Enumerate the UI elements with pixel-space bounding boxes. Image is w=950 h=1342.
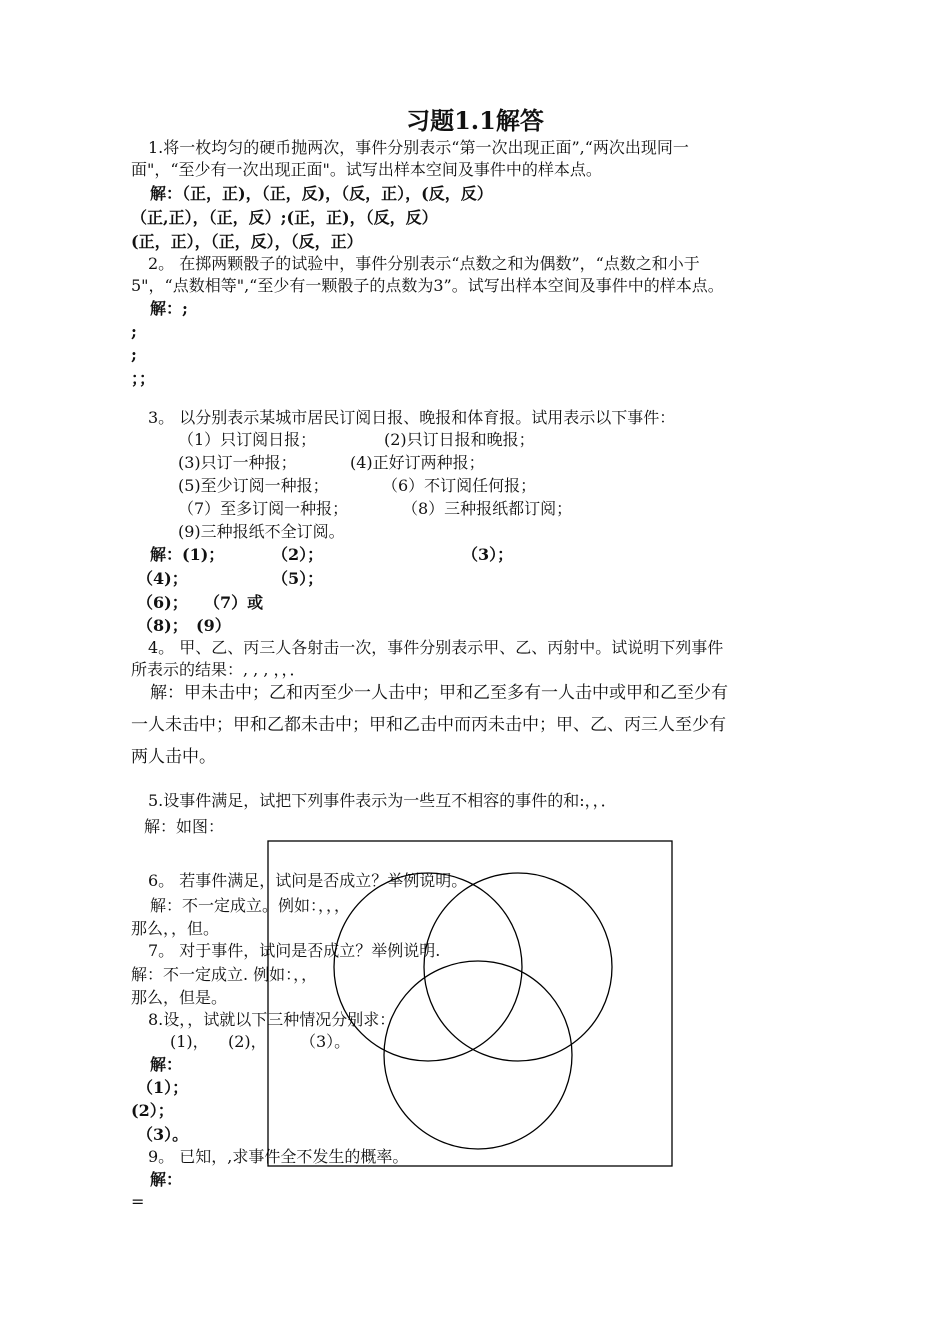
answer-3-part-5: （5）； xyxy=(272,569,324,588)
answer-3-part-2: （2）； xyxy=(272,545,324,564)
answer-1-line-1: 解：（正，正)，（正，反)，（反，正），(反，反） xyxy=(150,184,493,203)
answer-3-part-8: （8)； xyxy=(137,616,188,635)
answer-2-line-1: 解：; xyxy=(150,299,188,318)
answer-8-part-3: （3）。 xyxy=(137,1125,189,1144)
problem-2-line-2: 5"，“点数相等",“至少有一颗骰子的点数为3”。试写出样本空间及事件中的样本点。 xyxy=(131,276,724,295)
answer-2-line-4: ；； xyxy=(131,369,156,388)
answer-4-line-2: 一人未击中；甲和乙都未击中；甲和乙击中而丙未击中；甲、乙、丙三人至少有 xyxy=(131,715,726,735)
problem-4-line-1: 4。 甲、乙、丙三人各射击一次，事件分别表示甲、乙、丙射中。试说明下列事件 xyxy=(148,638,724,657)
problem-4-line-2: 所表示的结果：, , , ，，． xyxy=(131,660,306,679)
problem-3-item-5: (5)至少订阅一种报； xyxy=(178,476,329,495)
problem-8-case-1: (1)， xyxy=(170,1032,209,1051)
problem-3-item-3: (3)只订一种报； xyxy=(178,453,297,472)
answer-7-line-1: 解：不一定成立. 例如：，， xyxy=(131,965,318,984)
venn-circle-left xyxy=(334,873,522,1061)
answer-2-line-2: ; xyxy=(131,322,137,341)
answer-3-part-3: （3）； xyxy=(462,545,514,564)
answer-5-line-1: 解：如图： xyxy=(144,817,225,836)
answer-3-part-4: （4)； xyxy=(137,569,188,588)
answer-4-line-1: 解：甲未击中；乙和丙至少一人击中；甲和乙至多有一人击中或甲和乙至少有 xyxy=(150,683,728,703)
problem-2-line-1: 2。 在掷两颗骰子的试验中，事件分别表示“点数之和为偶数”，“点数之和小于 xyxy=(148,254,700,273)
problem-1-line-2: 面"，“至少有一次出现正面"。试写出样本空间及事件中的样本点。 xyxy=(131,160,602,179)
problem-3-item-7: （7）至多订阅一种报； xyxy=(178,499,349,518)
problem-7-line-1: 7。 对于事件，试问是否成立？举例说明. xyxy=(148,941,441,960)
problem-3-line-1: 3。 以分别表示某城市居民订阅日报、晚报和体育报。试用表示以下事件： xyxy=(148,408,676,427)
answer-2-line-3: ; xyxy=(131,345,137,364)
answer-8-part-1: （1）； xyxy=(137,1078,189,1097)
answer-6-line-2: 那么，，但。 xyxy=(131,919,220,938)
answer-3-part-9: (9） xyxy=(196,616,231,635)
answer-8-part-2: (2）； xyxy=(131,1101,174,1120)
problem-3-item-6: （6）不订阅任何报； xyxy=(382,476,537,495)
problem-3-item-4: (4)正好订两种报； xyxy=(350,453,485,472)
answer-8-label: 解： xyxy=(150,1055,183,1074)
problem-1-line-1: 1.将一枚均匀的硬币抛两次，事件分别表示“第一次出现正面”,“两次出现同一 xyxy=(148,138,689,157)
page-title: 习题1.1解答 xyxy=(406,106,544,135)
problem-5-line-1: 5.设事件满足，试把下列事件表示为一些互不相容的事件的和:，，． xyxy=(148,791,617,810)
answer-3-part-6: （6)； xyxy=(137,593,188,612)
answer-4-line-3: 两人击中。 xyxy=(131,747,216,767)
problem-3-item-8: （8）三种报纸都订阅； xyxy=(402,499,573,518)
problem-6-line-1: 6。 若事件满足，试问是否成立？举例说明。 xyxy=(148,871,468,890)
answer-7-line-2: 那么，但是。 xyxy=(131,988,228,1007)
answer-3-part-7: （7）或 xyxy=(204,593,264,612)
problem-8-case-2: (2)， xyxy=(228,1032,267,1051)
problem-8-case-3: （3）。 xyxy=(300,1032,351,1051)
answer-3-part-1: 解：(1)； xyxy=(150,545,225,564)
sample-space-rectangle xyxy=(268,841,672,1166)
venn-circle-right xyxy=(424,873,612,1061)
problem-3-item-9: (9)三种报纸不全订阅。 xyxy=(178,522,345,541)
venn-circle-bottom xyxy=(384,961,572,1149)
problem-3-item-2: (2)只订日报和晚报； xyxy=(384,430,535,449)
answer-9-label: 解： xyxy=(150,1170,183,1189)
answer-6-line-1: 解：不一定成立。例如：，，， xyxy=(150,896,351,915)
problem-9-line-1: 9。 已知，,求事件全不发生的概率。 xyxy=(148,1147,409,1166)
problem-3-item-1: （1）只订阅日报； xyxy=(178,430,317,449)
answer-9-equals: = xyxy=(131,1192,145,1211)
answer-1-line-3: (正，正），（正，反），（反，正） xyxy=(131,232,363,251)
answer-1-line-2: （正,正），（正，反）;(正，正)，（反，反） xyxy=(131,208,438,227)
problem-8-line-1: 8.设，，试就以下三种情况分别求： xyxy=(148,1010,396,1029)
